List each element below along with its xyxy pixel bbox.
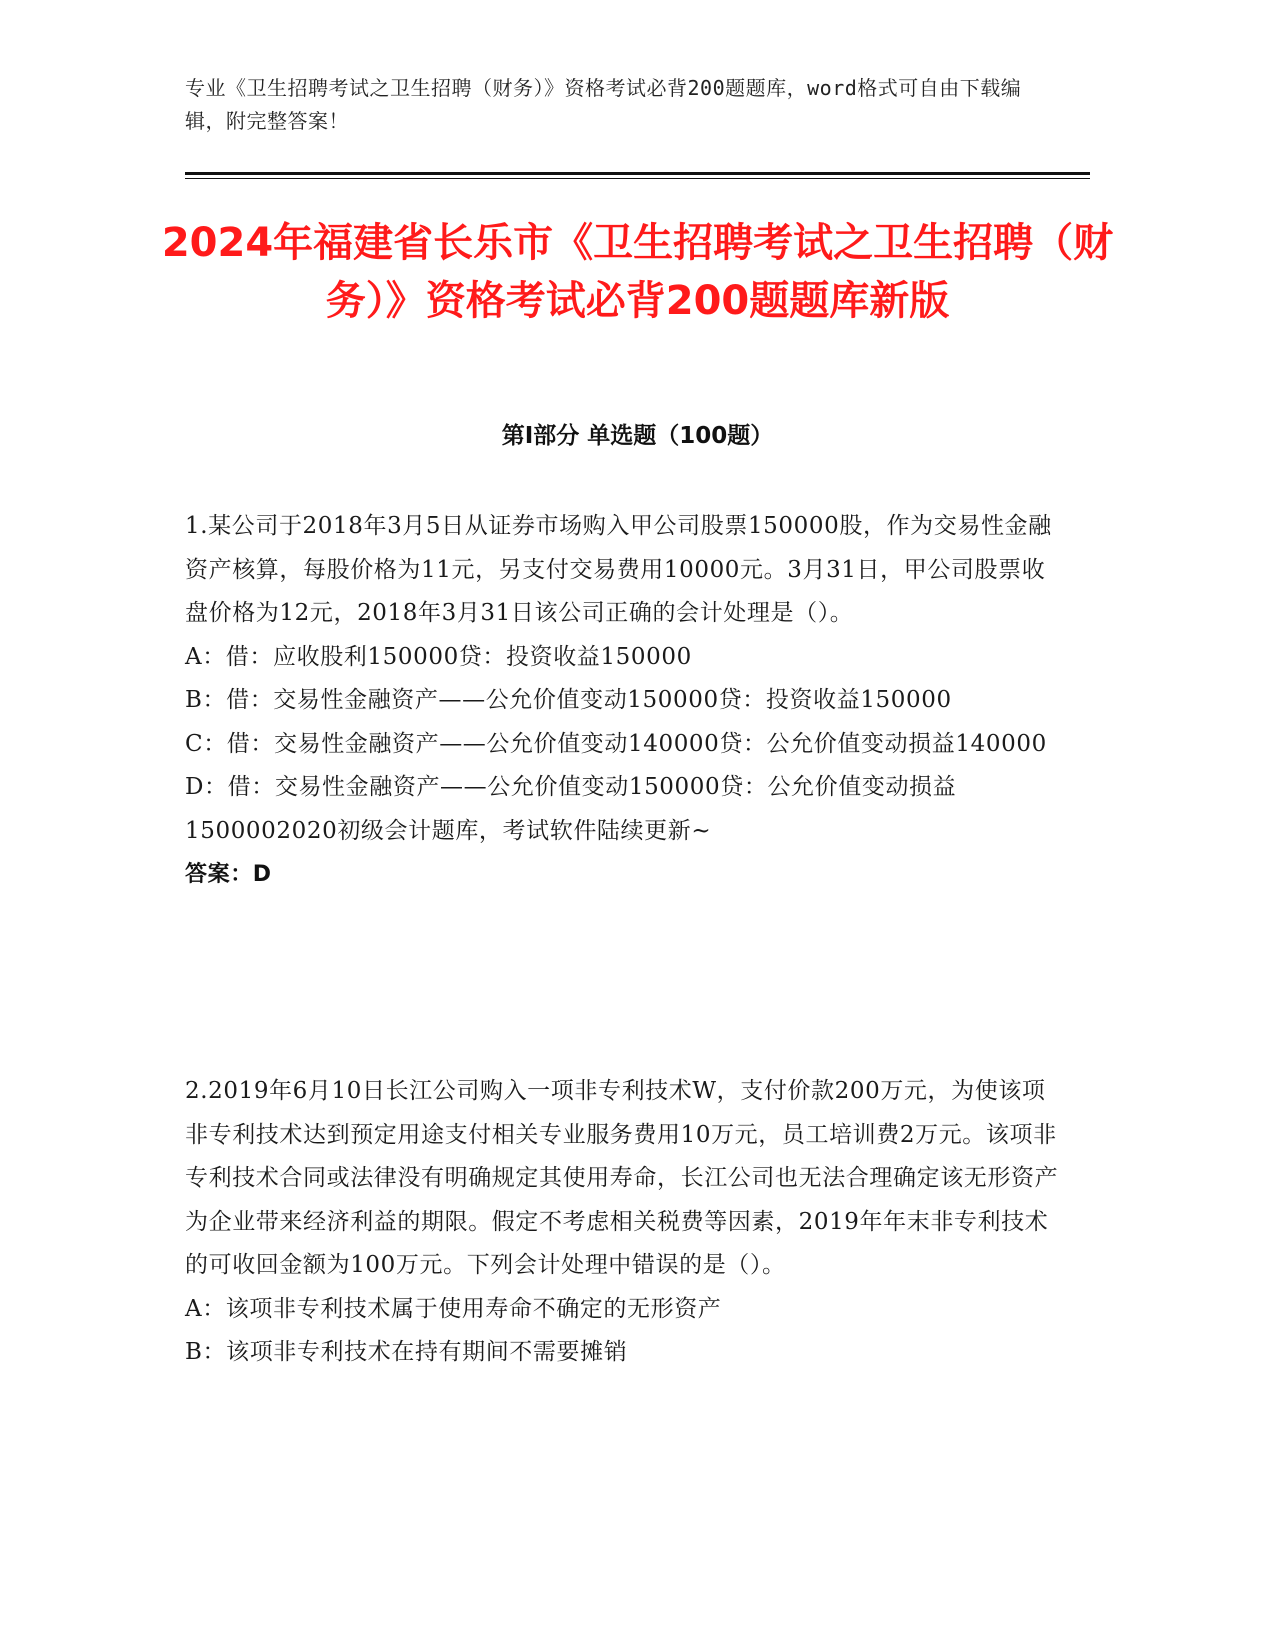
- question-1: [185, 505, 1065, 897]
- header-note: 专业《卫生招聘考试之卫生招聘（财务）》资格考试必背200题题库，word格式可自由下载编辑，附完整答案！: [185, 76, 1022, 133]
- document-title: 2024年福建省长乐市《卫生招聘考试之卫生招聘（财务）》资格考试必背200题题库新版: [161, 220, 1114, 324]
- question-text: 2.2019年6月10日长江公司购入一项非专利技术W，支付价款200万元，为使该项非专利技术达到预定用途支付相关专业服务费用10万元，员工培训费2万元。该项非专利技术合同或法律没有明确规定其使用寿命，长江公司也无法合理确定该无形资产为企业带来经济利益的期限。假定不考虑相关税费等因素，2019年年末非专利技术的可收回金额为100万元。下列会计处理中错误的是（）。: [185, 1078, 1059, 1278]
- question-2: [185, 1070, 1065, 1375]
- answer: 答案：D: [185, 862, 272, 887]
- option-a: A：该项非专利技术属于使用寿命不确定的无形资产: [185, 1295, 722, 1322]
- option-c: C：借：交易性金融资产——公允价值变动140000贷：公允价值变动损益140000: [185, 730, 1047, 757]
- question-text: 1.某公司于2018年3月5日从证券市场购入甲公司股票150000股，作为交易性金融资产核算，每股价格为11元，另支付交易费用10000元。3月31日，甲公司股票收盘价格为12元，2018年3月31日该公司正确的会计处理是（）。: [185, 513, 1052, 626]
- option-b: B：该项非专利技术在持有期间不需要摊销: [185, 1339, 628, 1365]
- option-a: A：借：应收股利150000贷：投资收益150000: [185, 643, 692, 670]
- section-title: 第Ⅰ部分 单选题（100题）: [501, 423, 774, 449]
- option-d: D：借：交易性金融资产——公允价值变动150000贷：公允价值变动损益1500002020初级会计题库，考试软件陆续更新~: [185, 774, 957, 844]
- header-divider-thin: [185, 178, 1090, 179]
- header-divider-thick: [185, 172, 1090, 175]
- option-b: B：借：交易性金融资产——公允价值变动150000贷：投资收益150000: [185, 687, 952, 713]
